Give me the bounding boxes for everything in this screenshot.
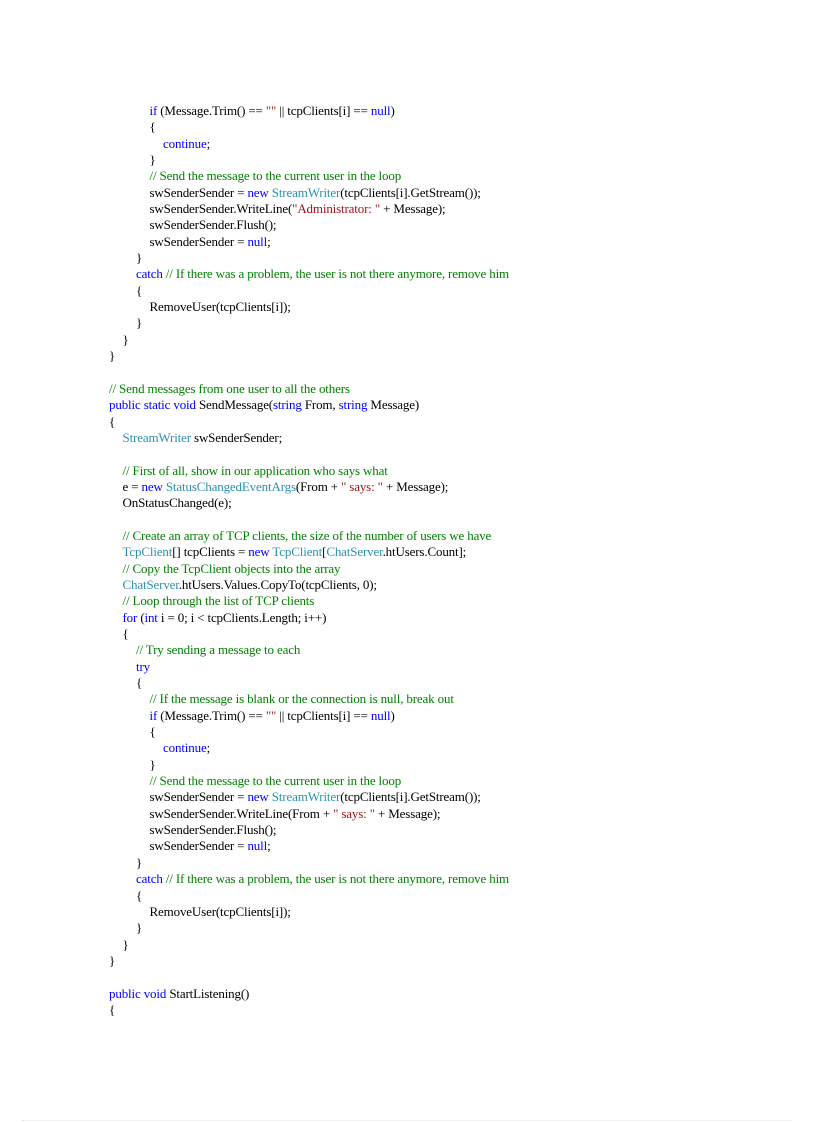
- code-line: [109, 1002, 509, 1018]
- code-text: swSenderSender =: [149, 789, 248, 805]
- code-line: [109, 789, 509, 805]
- code-text: }: [136, 250, 143, 266]
- code-line: [109, 381, 509, 397]
- code-text: e =: [122, 478, 142, 494]
- code-line: [109, 888, 509, 904]
- code-text: }: [136, 854, 143, 870]
- code-line: [109, 920, 509, 936]
- code-line: [109, 561, 509, 577]
- code-line: [109, 365, 509, 381]
- code-line: [109, 822, 509, 838]
- code-comment: // If the message is blank or the connection is null, break out: [149, 691, 454, 707]
- code-text: OnStatusChanged(e);: [122, 495, 232, 511]
- code-line: [109, 544, 509, 560]
- code-line: [109, 103, 509, 119]
- code-text: From,: [301, 397, 339, 413]
- code-type-name: StatusChangedEventArgs: [165, 478, 296, 494]
- code-text: {: [109, 1001, 116, 1017]
- code-line: [109, 855, 509, 871]
- code-line: [109, 773, 509, 789]
- code-line: [109, 969, 509, 985]
- code-line: [109, 724, 509, 740]
- code-line: [109, 806, 509, 822]
- code-comment: // Copy the TcpClient objects into the array: [122, 560, 341, 576]
- code-keyword: string: [338, 397, 368, 413]
- code-line: [109, 937, 509, 953]
- code-string-literal: " says: ": [333, 805, 375, 821]
- code-line: [109, 740, 509, 756]
- code-line: [109, 757, 509, 773]
- code-line: [109, 626, 509, 642]
- code-text: || tcpClients[i] ==: [276, 707, 371, 723]
- code-comment: // If there was a problem, the user is not there anymore, remove him: [165, 871, 510, 887]
- code-line: [109, 953, 509, 969]
- code-keyword: void: [143, 985, 167, 1001]
- code-line: [109, 675, 509, 691]
- code-line: [109, 838, 509, 854]
- code-text: (Message.Trim() ==: [157, 707, 266, 723]
- code-line: [109, 512, 509, 528]
- code-text: swSenderSender =: [149, 838, 248, 854]
- code-text: }: [109, 348, 116, 364]
- code-keyword: void: [173, 397, 196, 413]
- code-text: }: [149, 756, 156, 772]
- code-keyword: null: [370, 103, 391, 118]
- code-line: [109, 299, 509, 315]
- code-keyword: try: [136, 658, 150, 674]
- code-keyword: catch: [136, 266, 163, 282]
- code-comment: // Create an array of TCP clients, the size of the number of users we have: [122, 527, 492, 543]
- code-line: [109, 266, 509, 282]
- code-text: Message): [367, 397, 420, 413]
- code-text: ;: [267, 838, 271, 854]
- code-text: (: [137, 609, 145, 625]
- code-text: .htUsers.Values.CopyTo(tcpClients, 0);: [178, 576, 377, 592]
- code-line: [109, 463, 509, 479]
- code-text: }: [122, 936, 129, 952]
- code-text: }: [149, 152, 156, 168]
- code-text: {: [149, 724, 156, 740]
- code-text: swSenderSender.Flush();: [149, 217, 277, 233]
- code-text: RemoveUser(tcpClients[i]);: [149, 903, 291, 919]
- code-type-name: StreamWriter: [271, 184, 341, 200]
- code-line: [109, 119, 509, 135]
- code-string-literal: " says: ": [341, 478, 383, 494]
- code-text: (Message.Trim() ==: [157, 103, 266, 118]
- code-string-literal: "": [265, 707, 277, 723]
- code-text: swSenderSender.Flush();: [149, 822, 277, 838]
- code-string-literal: "": [265, 103, 277, 118]
- code-line: [109, 446, 509, 462]
- code-text: [] tcpClients =: [172, 544, 249, 560]
- code-comment: // Loop through the list of TCP clients: [122, 593, 315, 609]
- code-type-name: StreamWriter: [122, 429, 191, 445]
- code-comment: // If there was a problem, the user is not there anymore, remove him: [165, 266, 510, 282]
- code-type-name: StreamWriter: [271, 789, 341, 805]
- code-text: {: [149, 119, 156, 135]
- code-keyword: new: [141, 478, 163, 494]
- code-keyword: new: [247, 789, 269, 805]
- code-text: ;: [206, 740, 211, 756]
- code-comment: // Send messages from one user to all the others: [109, 380, 350, 396]
- code-text: .htUsers.Count];: [382, 544, 467, 560]
- code-comment: // First of all, show in our application who says what: [122, 462, 388, 478]
- code-keyword: new: [247, 184, 269, 200]
- code-text: StartListening(): [166, 985, 250, 1001]
- code-text: }: [122, 331, 129, 347]
- code-text: ): [390, 707, 395, 723]
- code-line: [109, 136, 509, 152]
- page-bottom-divider: [22, 1120, 792, 1121]
- code-keyword: public: [109, 397, 141, 413]
- code-keyword: continue: [163, 740, 207, 756]
- code-text: {: [136, 887, 143, 903]
- code-text: + Message);: [382, 478, 449, 494]
- code-keyword: static: [143, 397, 171, 413]
- code-line: [109, 593, 509, 609]
- code-type-name: TcpClient: [122, 544, 173, 560]
- code-keyword: int: [144, 609, 158, 625]
- code-text: }: [136, 315, 143, 331]
- code-line: [109, 479, 509, 495]
- code-keyword: if: [149, 103, 158, 118]
- code-keyword: for: [122, 609, 138, 625]
- code-line: [109, 708, 509, 724]
- code-line: [109, 152, 509, 168]
- code-text: }: [136, 920, 143, 936]
- code-keyword: catch: [136, 871, 163, 887]
- code-line: [109, 315, 509, 331]
- code-line: [109, 495, 509, 511]
- code-line: [109, 348, 509, 364]
- code-text: {: [136, 675, 143, 691]
- code-line: [109, 986, 509, 1002]
- code-text: SendMessage(: [195, 397, 273, 413]
- code-text: ): [390, 103, 395, 118]
- code-line: [109, 430, 509, 446]
- code-text: swSenderSender.WriteLine(From +: [149, 805, 334, 821]
- code-keyword: null: [247, 233, 268, 249]
- code-text: {: [109, 413, 116, 429]
- code-line: [109, 414, 509, 430]
- code-text: || tcpClients[i] ==: [276, 103, 371, 118]
- code-line: [109, 642, 509, 658]
- code-text: }: [109, 952, 116, 968]
- code-keyword: new: [248, 544, 270, 560]
- code-line: [109, 397, 509, 413]
- code-keyword: null: [370, 707, 391, 723]
- code-line: [109, 332, 509, 348]
- code-type-name: TcpClient: [272, 544, 323, 560]
- code-type-name: ChatServer: [122, 576, 179, 592]
- code-line: [109, 217, 509, 233]
- code-text: [: [322, 544, 327, 560]
- code-text: swSenderSender;: [190, 429, 283, 445]
- code-line: [109, 610, 509, 626]
- code-type-name: ChatServer: [326, 544, 383, 560]
- code-line: [109, 201, 509, 217]
- code-line: [109, 283, 509, 299]
- code-line: [109, 528, 509, 544]
- code-line: [109, 168, 509, 184]
- code-text: swSenderSender =: [149, 233, 248, 249]
- code-line: [109, 871, 509, 887]
- code-text: swSenderSender =: [149, 184, 248, 200]
- code-text: (tcpClients[i].GetStream());: [340, 789, 481, 805]
- code-text: + Message);: [380, 201, 446, 217]
- code-keyword: string: [273, 397, 302, 413]
- code-line: [109, 691, 509, 707]
- code-keyword: if: [149, 707, 158, 723]
- code-line: [109, 904, 509, 920]
- code-listing: [109, 103, 509, 1018]
- code-line: [109, 185, 509, 201]
- code-text: ;: [267, 233, 271, 249]
- code-comment: // Send the message to the current user in the loop: [149, 168, 402, 184]
- code-text: i = 0; i < tcpClients.Length; i++): [157, 609, 327, 625]
- code-line: [109, 250, 509, 266]
- code-text: (From +: [295, 478, 342, 494]
- code-text: {: [136, 282, 143, 298]
- code-line: [109, 577, 509, 593]
- code-text: {: [122, 626, 129, 641]
- code-line: [109, 234, 509, 250]
- code-comment: // Send the message to the current user in the loop: [149, 773, 402, 789]
- code-keyword: public: [109, 985, 141, 1001]
- code-text: swSenderSender.WriteLine(: [149, 201, 293, 217]
- code-line: [109, 659, 509, 675]
- code-string-literal: "Administrator: ": [292, 201, 381, 217]
- code-text: RemoveUser(tcpClients[i]);: [149, 299, 291, 315]
- code-comment: // Try sending a message to each: [136, 642, 301, 658]
- code-text: ;: [206, 135, 211, 151]
- code-keyword: null: [247, 838, 268, 854]
- code-text: (tcpClients[i].GetStream());: [340, 184, 481, 200]
- code-text: + Message);: [374, 805, 441, 821]
- code-keyword: continue: [163, 135, 207, 151]
